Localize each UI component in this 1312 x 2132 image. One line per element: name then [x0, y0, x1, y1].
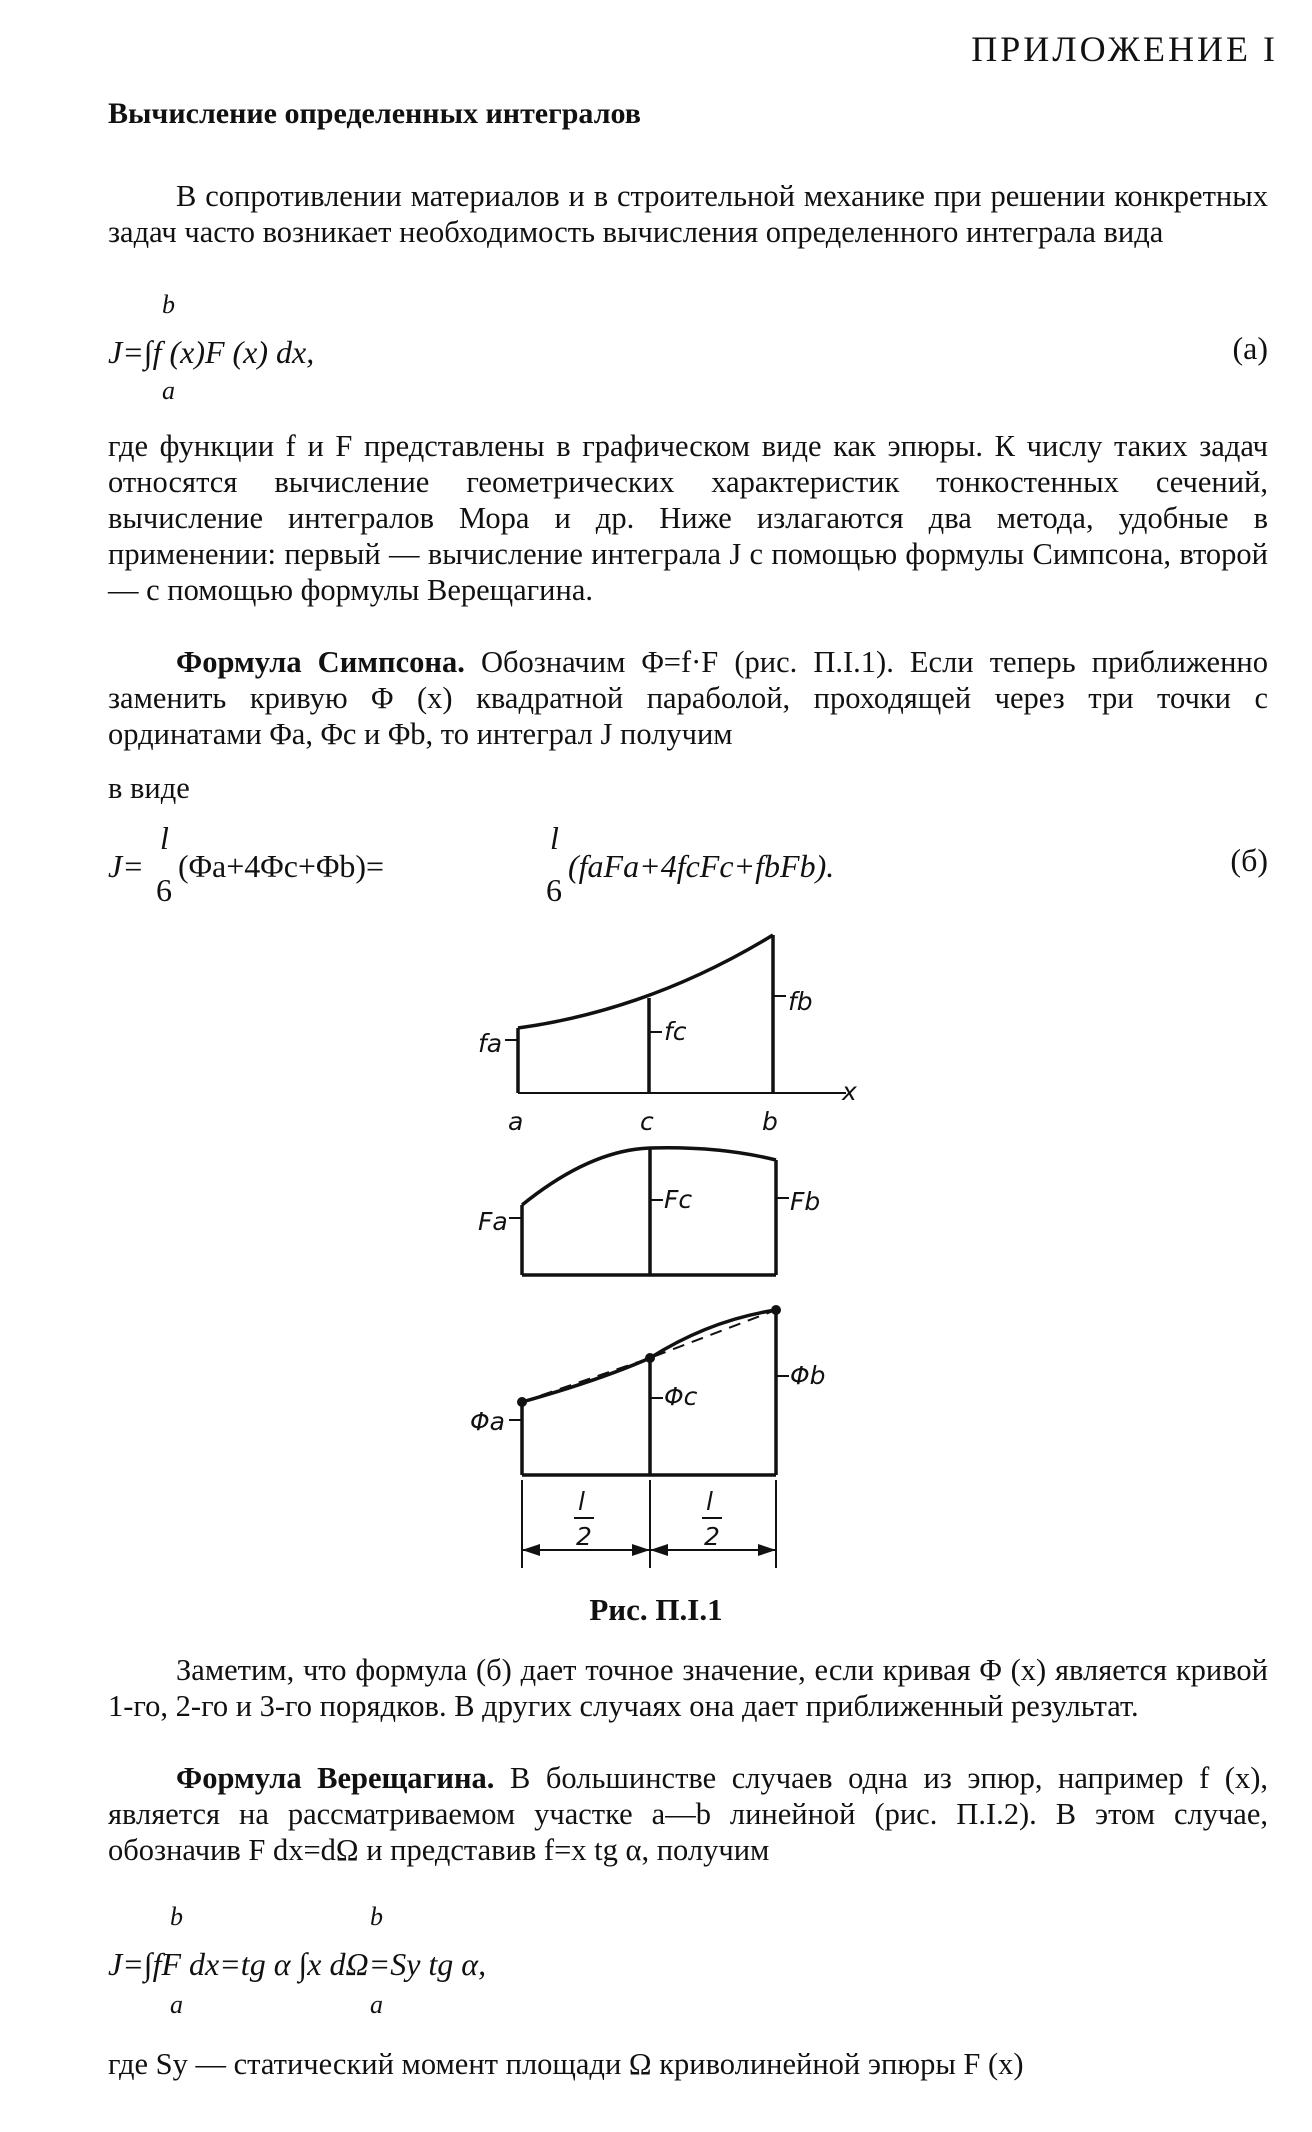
- paragraph-intro: В сопротивлении материалов и в строительной механике при решении конкретных задач часто возникает необходимость вычисления определенного интеграла вида: [108, 179, 1268, 249]
- label-half-den-1: 2: [576, 1522, 592, 1551]
- arrow-1: [522, 1544, 540, 1556]
- label-half-num-2: l: [706, 1487, 713, 1516]
- label-b: b: [762, 1107, 778, 1136]
- equation-tag-a: (а): [1232, 330, 1268, 366]
- label-half-den-2: 2: [704, 1522, 720, 1551]
- simpson-text: Обозначим Φ=f·F (рис. П.I.1). Если теперь приближенно заменить кривую Φ (x) квадратной параболой, проходящей через три точки с ординатами Φa, Φc и Φb, то интеграл J получим: [108, 645, 1268, 751]
- appendix-heading: ПРИЛОЖЕНИЕ I: [971, 29, 1278, 69]
- vereshchagin-lead: Формула Верещагина.: [176, 1761, 495, 1795]
- formula-b-left: J=: [108, 848, 144, 884]
- integral-1-lower: a: [170, 1990, 183, 2019]
- section-title: Вычисление определенных интегралов: [108, 97, 641, 130]
- paragraph-vereshchagin: [108, 1760, 1268, 1868]
- arrow-3: [650, 1544, 668, 1556]
- equation-tag-b: (б): [1230, 842, 1268, 878]
- fraction-1-denominator: 6: [156, 872, 172, 908]
- point-a: [517, 1397, 527, 1407]
- formula-b-middle: (Φa+4Φc+Φb)=: [178, 848, 385, 884]
- paragraph-remark: Заметим, что формула (б) дает точное значение, если кривая Φ (x) является кривой 1-го, 2-го и 3-го порядков. В других случаях она дает приближенный результат.: [108, 1653, 1268, 1723]
- figure-caption: Рис. П.I.1: [589, 1592, 723, 1627]
- integral-upper-limit: b: [162, 290, 175, 319]
- label-a: a: [508, 1107, 524, 1136]
- paragraph-simpson-tail: в виде: [108, 771, 190, 805]
- integral-lower-limit: a: [162, 376, 175, 405]
- arrow-2: [632, 1544, 650, 1556]
- formula-b-right: (faFa+4fcFc+fbFb).: [568, 848, 835, 884]
- point-c: [645, 1353, 655, 1363]
- label-Phib: Φb: [790, 1361, 826, 1390]
- label-Fb: Fb: [790, 1187, 821, 1216]
- fraction-1-numerator: l: [160, 820, 169, 856]
- label-half-num-1: l: [578, 1487, 585, 1516]
- fraction-2-denominator: 6: [546, 872, 562, 908]
- label-fc: fc: [664, 1017, 687, 1046]
- label-c: c: [640, 1107, 654, 1136]
- formula-c: [108, 1902, 1268, 2022]
- label-x: x: [842, 1077, 857, 1106]
- label-Fc: Fc: [664, 1185, 693, 1214]
- fraction-2-numerator: l: [550, 820, 559, 856]
- label-fa: fa: [478, 1029, 503, 1058]
- formula-c-body: J=∫fF dx=tg α ∫x dΩ=Sy tg α,: [108, 1946, 487, 1982]
- integral-1-upper: b: [170, 1902, 183, 1931]
- arrow-4: [758, 1544, 776, 1556]
- point-b: [771, 1305, 781, 1315]
- simpson-lead: Формула Симпсона.: [176, 645, 465, 679]
- paragraph-static-moment: где Sy — статический момент площади Ω криволинейной эпюры F (x): [108, 2047, 1024, 2081]
- formula-a-body: J=∫f (x)F (x) dx,: [108, 334, 315, 370]
- label-Fa: Fa: [478, 1207, 508, 1236]
- label-Phic: Φc: [664, 1382, 698, 1411]
- paragraph-methods: где функции f и F представлены в графическом виде как эпюры. К числу таких задач относятся вычисление геометрических характеристик тонкостенных сечений, вычисление интегралов Мора и др. Ниже излагаются два метода, удобные в применении: первый — вычисление интеграла J с помощью формулы Симпсона, второй — с помощью формулы Верещагина.: [108, 429, 1268, 607]
- curve-f: [518, 935, 773, 1028]
- label-Phia: Φa: [470, 1407, 505, 1436]
- label-fb: fb: [788, 987, 813, 1016]
- integral-2-lower: a: [370, 1990, 383, 2019]
- vereshchagin-text: В большинстве случаев одна из эпюр, например f (x), является на рассматриваемом участке a—b линейной (рис. П.I.2). В этом случае, обозначив F dx=dΩ и представив f=x tg α, получим: [108, 1761, 1268, 1867]
- integral-2-upper: b: [370, 1902, 383, 1931]
